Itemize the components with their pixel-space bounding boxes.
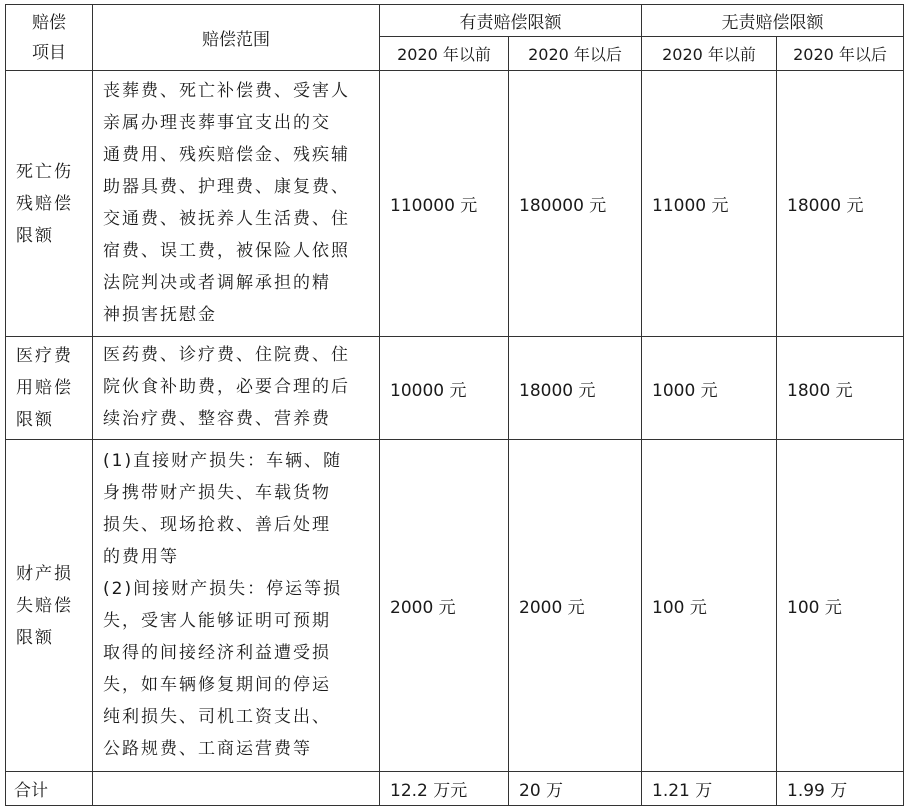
nofault-after-amount: 100 元: [777, 440, 904, 772]
table-row: [6, 440, 904, 772]
fault-after-amount: 2000 元: [509, 440, 642, 772]
scope-line: 丧葬费、死亡补偿费、受害人: [103, 80, 350, 101]
scope-line: 损失、现场抢救、善后处理: [103, 514, 331, 535]
scope-line: 医药费、诊疗费、住院费、住: [103, 345, 350, 365]
header-fault-group: 有责赔偿限额: [380, 5, 642, 37]
scope-line: 法院判决或者调解承担的精: [103, 272, 331, 293]
nofault-before-amount: 1000 元: [642, 337, 777, 440]
row-item: 财产损失赔偿限额: [6, 440, 93, 772]
row-scope: [93, 71, 380, 337]
scope-line: 身携带财产损失、车载货物: [103, 482, 331, 503]
scope-line: 续治疗费、整容费、营养费: [103, 409, 331, 429]
compensation-limits-table: [5, 4, 904, 806]
nofault-after-amount: 1800 元: [777, 337, 904, 440]
total-scope-empty: [93, 772, 380, 806]
fault-after-amount: 180000 元: [509, 71, 642, 337]
scope-line: 失，如车辆修复期间的停运: [103, 674, 331, 695]
header-nofault-after: 2020 年以后: [777, 37, 904, 71]
scope-line: 取得的间接经济利益遭受损: [103, 642, 331, 663]
scope-line: 失，受害人能够证明可预期: [103, 610, 331, 631]
scope-line: 通费用、残疾赔偿金、残疾辅: [103, 144, 350, 165]
total-fault-before: 12.2 万元: [380, 772, 509, 806]
header-item-cell: [6, 5, 93, 71]
nofault-after-amount: 18000 元: [777, 71, 904, 337]
scope-line: 宿费、误工费，被保险人依照: [103, 240, 350, 261]
total-row: [6, 772, 904, 806]
total-fault-after: 20 万: [509, 772, 642, 806]
fault-before-amount: 2000 元: [380, 440, 509, 772]
row-item: 医疗费用赔偿限额: [6, 337, 93, 440]
scope-line: (2)间接财产损失：停运等损: [103, 578, 343, 599]
scope-line: 公路规费、工商运营费等: [103, 738, 312, 759]
scope-line: 助器具费、护理费、康复费、: [103, 176, 350, 197]
header-row-1: [6, 5, 904, 37]
scope-line: (1)直接财产损失：车辆、随: [103, 450, 343, 471]
row-scope: [93, 440, 380, 772]
header-item-line2: 项目: [32, 42, 66, 63]
fault-before-amount: 110000 元: [380, 71, 509, 337]
header-item-line1: 赔偿: [32, 12, 66, 33]
table-row: [6, 71, 904, 337]
header-nofault-before: 2020 年以前: [642, 37, 777, 71]
table-row: [6, 337, 904, 440]
header-fault-before: 2020 年以前: [380, 37, 509, 71]
scope-line: 神损害抚慰金: [103, 304, 217, 325]
fault-before-amount: 10000 元: [380, 337, 509, 440]
fault-after-amount: 18000 元: [509, 337, 642, 440]
header-nofault-group: 无责赔偿限额: [642, 5, 904, 37]
row-item: 死亡伤残赔偿限额: [6, 71, 93, 337]
nofault-before-amount: 100 元: [642, 440, 777, 772]
nofault-before-amount: 11000 元: [642, 71, 777, 337]
total-nofault-after: 1.99 万: [777, 772, 904, 806]
header-scope: 赔偿范围: [93, 5, 380, 71]
scope-line: 的费用等: [103, 546, 179, 567]
header-fault-after: 2020 年以后: [509, 37, 642, 71]
scope-line: 院伙食补助费，必要合理的后: [103, 377, 350, 397]
row-scope: [93, 337, 380, 440]
total-nofault-before: 1.21 万: [642, 772, 777, 806]
scope-line: 亲属办理丧葬事宜支出的交: [103, 112, 331, 133]
scope-line: 纯利损失、司机工资支出、: [103, 706, 331, 727]
scope-line: 交通费、被抚养人生活费、住: [103, 208, 350, 229]
total-label: 合计: [6, 772, 93, 806]
